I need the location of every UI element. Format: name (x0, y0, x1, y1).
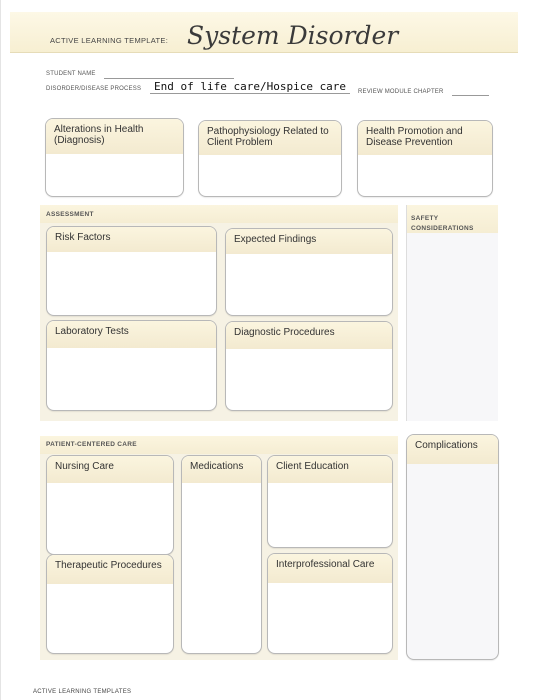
client-education-box[interactable] (267, 455, 393, 548)
nursing-care-box[interactable] (46, 455, 174, 555)
client-education-heading: Client Education (268, 456, 392, 483)
medications-box[interactable] (181, 455, 262, 654)
student-name-field[interactable] (104, 78, 234, 79)
laboratory-tests-box[interactable] (46, 320, 217, 411)
laboratory-tests-heading: Laboratory Tests (47, 321, 216, 348)
complications-box[interactable] (406, 434, 499, 660)
diagnostic-procedures-heading: Diagnostic Procedures (226, 322, 392, 349)
review-module-field[interactable] (452, 95, 489, 96)
therapeutic-procedures-box[interactable] (46, 554, 174, 654)
student-name-label: STUDENT NAME (46, 71, 96, 77)
disorder-label: DISORDER/DISEASE PROCESS (46, 86, 142, 92)
alterations-heading: Alterations in Health (Diagnosis) (46, 119, 183, 154)
interprofessional-care-box[interactable] (267, 553, 393, 654)
disorder-field-line (150, 93, 350, 94)
expected-findings-heading: Expected Findings (226, 229, 392, 254)
patient-care-label: PATIENT-CENTERED CARE (46, 441, 137, 448)
risk-factors-heading: Risk Factors (47, 227, 216, 252)
expected-findings-box[interactable] (225, 228, 393, 316)
medications-heading: Medications (182, 456, 261, 483)
safety-panel[interactable] (406, 205, 498, 421)
complications-heading: Complications (407, 435, 498, 464)
page-title: System Disorder (187, 21, 399, 50)
alterations-box[interactable] (45, 118, 184, 197)
safety-label: SAFETY CONSIDERATIONS (411, 215, 474, 232)
footer-label: ACTIVE LEARNING TEMPLATES (33, 689, 132, 695)
assessment-label: ASSESSMENT (46, 211, 94, 218)
health-promotion-box[interactable] (357, 120, 493, 197)
nursing-care-heading: Nursing Care (47, 456, 173, 483)
risk-factors-box[interactable] (46, 226, 217, 316)
disorder-field[interactable]: End of life care/Hospice care (154, 80, 347, 93)
interprofessional-care-heading: Interprofessional Care (268, 554, 392, 583)
health-promotion-heading: Health Promotion and Disease Prevention (358, 121, 492, 155)
pathophysiology-box[interactable] (198, 120, 342, 197)
pathophysiology-heading: Pathophysiology Related to Client Problem (199, 121, 341, 155)
template-prefix: ACTIVE LEARNING TEMPLATE: (50, 36, 169, 45)
diagnostic-procedures-box[interactable] (225, 321, 393, 411)
review-module-label: REVIEW MODULE CHAPTER (358, 89, 444, 95)
therapeutic-procedures-heading: Therapeutic Procedures (47, 555, 173, 584)
